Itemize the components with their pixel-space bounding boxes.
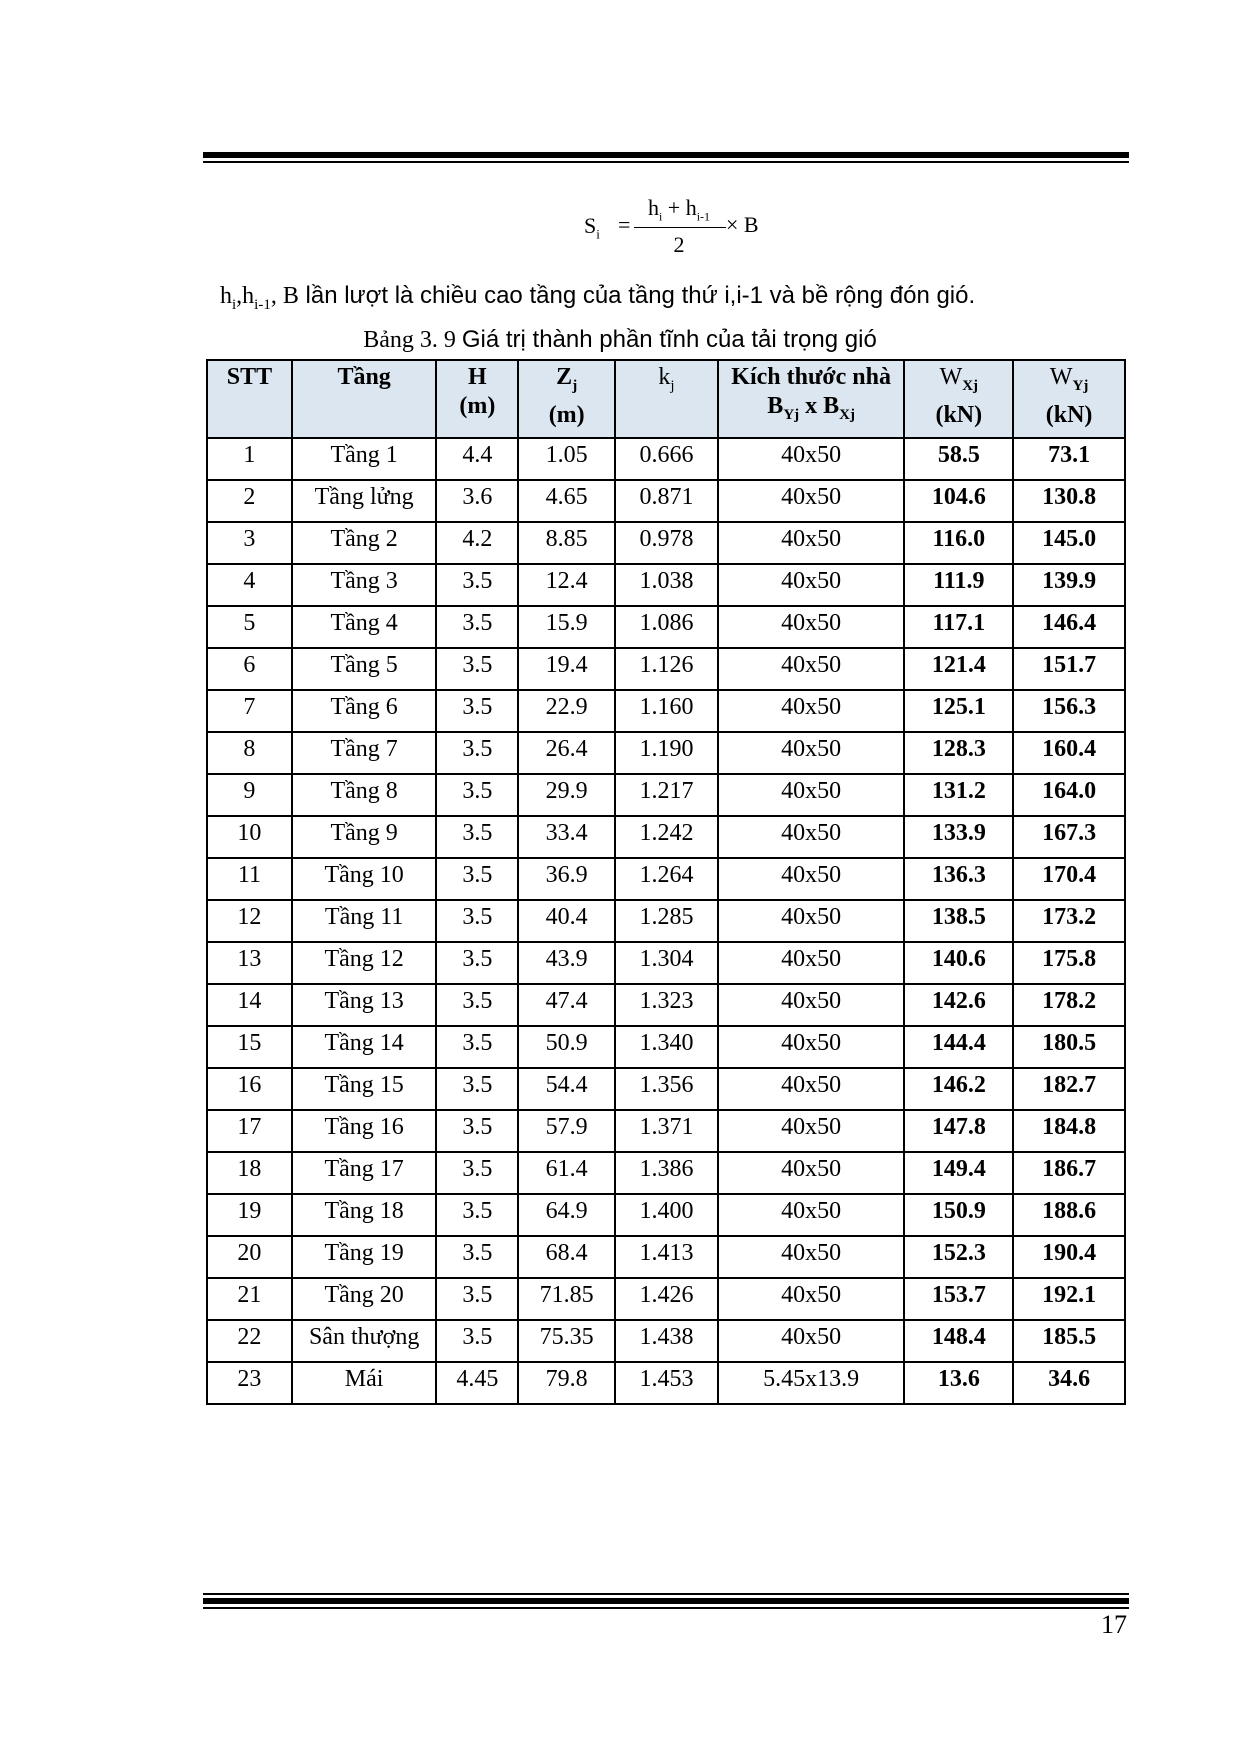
cell-stt: 9 (207, 774, 292, 816)
cell-tang: Tầng lửng (292, 480, 437, 522)
cell-wy: 170.4 (1013, 858, 1125, 900)
cell-tang: Tầng 12 (292, 942, 437, 984)
cell-tang: Tầng 14 (292, 1026, 437, 1068)
cell-k: 1.438 (615, 1320, 718, 1362)
cell-tang: Tầng 7 (292, 732, 437, 774)
cell-k: 1.190 (615, 732, 718, 774)
cell-k: 1.038 (615, 564, 718, 606)
cell-tang: Tầng 9 (292, 816, 437, 858)
cell-h: 3.5 (436, 984, 518, 1026)
cell-z: 8.85 (518, 522, 615, 564)
cell-wx: 144.4 (904, 1026, 1013, 1068)
cell-wy: 182.7 (1013, 1068, 1125, 1110)
table-row (207, 1278, 1125, 1320)
cell-h: 3.5 (436, 1194, 518, 1236)
table-row (207, 774, 1125, 816)
cell-k: 1.086 (615, 606, 718, 648)
cell-wy: 190.4 (1013, 1236, 1125, 1278)
cell-wy: 146.4 (1013, 606, 1125, 648)
cell-z: 33.4 (518, 816, 615, 858)
table-row (207, 942, 1125, 984)
cell-size: 40x50 (718, 1278, 905, 1320)
header-h: H (m) (436, 360, 518, 438)
cell-wx: 111.9 (904, 564, 1013, 606)
cell-size: 40x50 (718, 1320, 905, 1362)
cell-k: 1.217 (615, 774, 718, 816)
cell-size: 40x50 (718, 1194, 905, 1236)
cell-size: 40x50 (718, 690, 905, 732)
cell-z: 15.9 (518, 606, 615, 648)
cell-h: 3.5 (436, 1236, 518, 1278)
cell-tang: Tầng 20 (292, 1278, 437, 1320)
cell-wy: 175.8 (1013, 942, 1125, 984)
definition-paragraph: $h_i,h_{i-1}$, B lần lượt là chiều cao tầng của tầng thứ i,i-1 và bề rộng đón gió. (220, 282, 976, 313)
table-row (207, 858, 1125, 900)
cell-size: 40x50 (718, 564, 905, 606)
cell-tang: Tầng 11 (292, 900, 437, 942)
cell-stt: 11 (207, 858, 292, 900)
cell-k: 0.666 (615, 438, 718, 480)
cell-stt: 17 (207, 1110, 292, 1152)
cell-h: 3.5 (436, 858, 518, 900)
cell-z: 68.4 (518, 1236, 615, 1278)
header-size: Kích thước nhà $B_{Yj}$ x $B_{Xj}$ (718, 360, 905, 438)
table-row (207, 1110, 1125, 1152)
cell-size: 40x50 (718, 774, 905, 816)
cell-size: 40x50 (718, 984, 905, 1026)
cell-stt: 23 (207, 1362, 292, 1404)
cell-z: 79.8 (518, 1362, 615, 1404)
header-k: $k_j$ (615, 360, 718, 438)
table-row (207, 1236, 1125, 1278)
footer-rule (203, 1593, 1129, 1609)
cell-size: 40x50 (718, 732, 905, 774)
cell-h: 3.5 (436, 648, 518, 690)
cell-wy: 160.4 (1013, 732, 1125, 774)
cell-z: 1.05 (518, 438, 615, 480)
cell-k: 0.871 (615, 480, 718, 522)
cell-z: 19.4 (518, 648, 615, 690)
cell-wx: 146.2 (904, 1068, 1013, 1110)
footer-rule-thick (203, 1598, 1129, 1604)
cell-wy: 180.5 (1013, 1026, 1125, 1068)
cell-size: 5.45x13.9 (718, 1362, 905, 1404)
footer-rule-thin-top (203, 1593, 1129, 1595)
table-row (207, 480, 1125, 522)
cell-wx: 116.0 (904, 522, 1013, 564)
cell-h: 3.5 (436, 1320, 518, 1362)
cell-h: 4.45 (436, 1362, 518, 1404)
cell-wy: 173.2 (1013, 900, 1125, 942)
header-z: $Z_j$ (m) (518, 360, 615, 438)
cell-stt: 20 (207, 1236, 292, 1278)
table-row (207, 648, 1125, 690)
cell-tang: Tầng 13 (292, 984, 437, 1026)
cell-size: 40x50 (718, 1236, 905, 1278)
cell-k: 1.304 (615, 942, 718, 984)
page-number: 17 (1101, 1610, 1127, 1639)
cell-tang: Tầng 10 (292, 858, 437, 900)
header-rule-thin (203, 161, 1129, 163)
cell-h: 4.4 (436, 438, 518, 480)
header-stt: STT (207, 360, 292, 438)
cell-k: 1.340 (615, 1026, 718, 1068)
table-row (207, 984, 1125, 1026)
cell-h: 3.5 (436, 1152, 518, 1194)
cell-z: 57.9 (518, 1110, 615, 1152)
cell-h: 3.5 (436, 732, 518, 774)
cell-wx: 149.4 (904, 1152, 1013, 1194)
table-row (207, 1152, 1125, 1194)
cell-stt: 10 (207, 816, 292, 858)
cell-z: 40.4 (518, 900, 615, 942)
cell-wy: 167.3 (1013, 816, 1125, 858)
cell-wy: 73.1 (1013, 438, 1125, 480)
cell-wx: 13.6 (904, 1362, 1013, 1404)
cell-size: 40x50 (718, 1026, 905, 1068)
cell-size: 40x50 (718, 858, 905, 900)
cell-wx: 117.1 (904, 606, 1013, 648)
table-row (207, 732, 1125, 774)
cell-wx: 128.3 (904, 732, 1013, 774)
cell-z: 36.9 (518, 858, 615, 900)
table-body (207, 438, 1125, 1404)
formula-denominator: 2 (673, 232, 685, 257)
cell-k: 1.413 (615, 1236, 718, 1278)
cell-k: 1.400 (615, 1194, 718, 1236)
cell-z: 71.85 (518, 1278, 615, 1320)
cell-wx: 138.5 (904, 900, 1013, 942)
cell-tang: Tầng 19 (292, 1236, 437, 1278)
cell-z: 29.9 (518, 774, 615, 816)
header-wx: $W_{Xj}$ (kN) (904, 360, 1013, 438)
cell-h: 3.5 (436, 606, 518, 648)
cell-h: 4.2 (436, 522, 518, 564)
cell-k: 1.242 (615, 816, 718, 858)
header-tang: Tầng (292, 360, 437, 438)
footer-rule-thin-bottom (203, 1607, 1129, 1609)
cell-size: 40x50 (718, 522, 905, 564)
cell-wy: 185.5 (1013, 1320, 1125, 1362)
cell-stt: 21 (207, 1278, 292, 1320)
table-row (207, 690, 1125, 732)
formula-equals: = (618, 212, 631, 237)
cell-z: 43.9 (518, 942, 615, 984)
cell-tang: Tầng 6 (292, 690, 437, 732)
table-row (207, 1320, 1125, 1362)
cell-wy: 184.8 (1013, 1110, 1125, 1152)
cell-tang: Tầng 16 (292, 1110, 437, 1152)
cell-h: 3.5 (436, 1068, 518, 1110)
cell-z: 4.65 (518, 480, 615, 522)
cell-stt: 3 (207, 522, 292, 564)
cell-k: 0.978 (615, 522, 718, 564)
cell-tang: Tầng 17 (292, 1152, 437, 1194)
cell-wy: 178.2 (1013, 984, 1125, 1026)
cell-k: 1.264 (615, 858, 718, 900)
cell-wx: 136.3 (904, 858, 1013, 900)
cell-h: 3.5 (436, 900, 518, 942)
cell-h: 3.5 (436, 1110, 518, 1152)
formula-si (584, 195, 804, 265)
cell-h: 3.5 (436, 942, 518, 984)
table-caption: Bảng 3. 9 Giá trị thành phần tĩnh của tải trọng gió (363, 326, 877, 353)
cell-h: 3.5 (436, 690, 518, 732)
cell-stt: 16 (207, 1068, 292, 1110)
cell-wx: 58.5 (904, 438, 1013, 480)
cell-stt: 6 (207, 648, 292, 690)
cell-h: 3.5 (436, 564, 518, 606)
cell-h: 3.5 (436, 816, 518, 858)
formula-times-b: × B (726, 212, 759, 237)
cell-k: 1.426 (615, 1278, 718, 1320)
cell-wy: 192.1 (1013, 1278, 1125, 1320)
cell-z: 22.9 (518, 690, 615, 732)
cell-k: 1.356 (615, 1068, 718, 1110)
cell-wy: 164.0 (1013, 774, 1125, 816)
table-row (207, 816, 1125, 858)
cell-tang: Sân thượng (292, 1320, 437, 1362)
cell-h: 3.5 (436, 1278, 518, 1320)
cell-z: 75.35 (518, 1320, 615, 1362)
cell-wx: 121.4 (904, 648, 1013, 690)
cell-k: 1.371 (615, 1110, 718, 1152)
cell-z: 54.4 (518, 1068, 615, 1110)
cell-tang: Tầng 8 (292, 774, 437, 816)
table-row (207, 1362, 1125, 1404)
cell-stt: 5 (207, 606, 292, 648)
cell-stt: 15 (207, 1026, 292, 1068)
cell-size: 40x50 (718, 900, 905, 942)
cell-size: 40x50 (718, 438, 905, 480)
table-row (207, 1194, 1125, 1236)
cell-stt: 1 (207, 438, 292, 480)
cell-size: 40x50 (718, 606, 905, 648)
cell-tang: Mái (292, 1362, 437, 1404)
header-rule-thick (203, 152, 1129, 158)
header-rule (203, 152, 1129, 163)
cell-stt: 8 (207, 732, 292, 774)
cell-wx: 125.1 (904, 690, 1013, 732)
cell-wx: 153.7 (904, 1278, 1013, 1320)
cell-stt: 19 (207, 1194, 292, 1236)
cell-wy: 188.6 (1013, 1194, 1125, 1236)
cell-size: 40x50 (718, 942, 905, 984)
cell-tang: Tầng 18 (292, 1194, 437, 1236)
cell-wy: 139.9 (1013, 564, 1125, 606)
cell-tang: Tầng 5 (292, 648, 437, 690)
table-header-row (207, 360, 1125, 438)
cell-wx: 150.9 (904, 1194, 1013, 1236)
formula-fraction-bar (634, 227, 726, 228)
cell-size: 40x50 (718, 1110, 905, 1152)
cell-stt: 12 (207, 900, 292, 942)
cell-wy: 130.8 (1013, 480, 1125, 522)
cell-stt: 14 (207, 984, 292, 1026)
table-row (207, 522, 1125, 564)
cell-wy: 186.7 (1013, 1152, 1125, 1194)
table-row (207, 438, 1125, 480)
cell-h: 3.5 (436, 1026, 518, 1068)
cell-wy: 145.0 (1013, 522, 1125, 564)
cell-tang: Tầng 4 (292, 606, 437, 648)
cell-stt: 2 (207, 480, 292, 522)
cell-k: 1.160 (615, 690, 718, 732)
table-row (207, 1026, 1125, 1068)
cell-size: 40x50 (718, 1152, 905, 1194)
header-wy: $W_{Yj}$ (kN) (1013, 360, 1125, 438)
cell-z: 61.4 (518, 1152, 615, 1194)
cell-stt: 7 (207, 690, 292, 732)
cell-tang: Tầng 1 (292, 438, 437, 480)
cell-wy: 34.6 (1013, 1362, 1125, 1404)
cell-stt: 18 (207, 1152, 292, 1194)
cell-size: 40x50 (718, 1068, 905, 1110)
table-row (207, 564, 1125, 606)
cell-wx: 104.6 (904, 480, 1013, 522)
cell-size: 40x50 (718, 480, 905, 522)
cell-z: 47.4 (518, 984, 615, 1026)
cell-wx: 147.8 (904, 1110, 1013, 1152)
cell-k: 1.386 (615, 1152, 718, 1194)
formula-lhs: $S_i$ (584, 213, 600, 242)
cell-wx: 142.6 (904, 984, 1013, 1026)
cell-k: 1.453 (615, 1362, 718, 1404)
table-row (207, 606, 1125, 648)
cell-wy: 151.7 (1013, 648, 1125, 690)
formula-numerator: $h_i + h_{i-1}$ (647, 195, 711, 224)
cell-wy: 156.3 (1013, 690, 1125, 732)
cell-size: 40x50 (718, 816, 905, 858)
table-row (207, 900, 1125, 942)
cell-tang: Tầng 15 (292, 1068, 437, 1110)
cell-k: 1.285 (615, 900, 718, 942)
cell-wx: 131.2 (904, 774, 1013, 816)
cell-tang: Tầng 2 (292, 522, 437, 564)
cell-wx: 133.9 (904, 816, 1013, 858)
cell-stt: 13 (207, 942, 292, 984)
table-row (207, 1068, 1125, 1110)
cell-wx: 140.6 (904, 942, 1013, 984)
cell-k: 1.126 (615, 648, 718, 690)
cell-z: 26.4 (518, 732, 615, 774)
cell-z: 50.9 (518, 1026, 615, 1068)
cell-h: 3.6 (436, 480, 518, 522)
cell-stt: 4 (207, 564, 292, 606)
cell-tang: Tầng 3 (292, 564, 437, 606)
wind-load-table (206, 359, 1126, 1405)
cell-wx: 152.3 (904, 1236, 1013, 1278)
cell-stt: 22 (207, 1320, 292, 1362)
cell-z: 12.4 (518, 564, 615, 606)
cell-wx: 148.4 (904, 1320, 1013, 1362)
cell-h: 3.5 (436, 774, 518, 816)
cell-z: 64.9 (518, 1194, 615, 1236)
cell-k: 1.323 (615, 984, 718, 1026)
cell-size: 40x50 (718, 648, 905, 690)
